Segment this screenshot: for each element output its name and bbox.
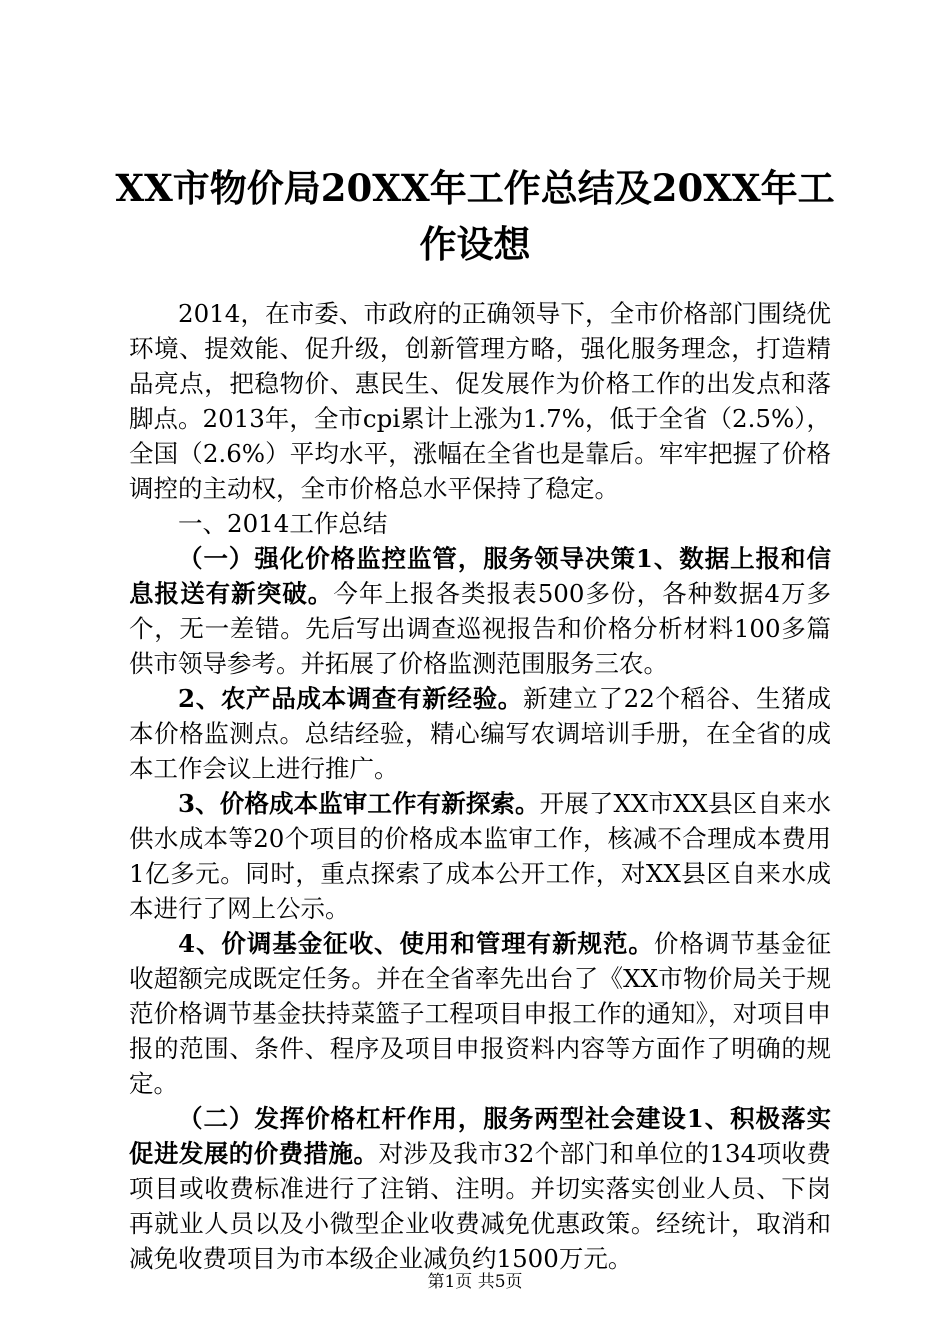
body-paragraph: [129, 1101, 831, 1276]
paragraph-lead: 4、价调基金征收、使用和管理有新规范。: [178, 929, 654, 958]
paragraph-lead: （二）发挥价格杠杆作用，服务两型社会建设1、积极落实促进发展的价费措施。: [129, 1104, 831, 1168]
body-paragraph: [129, 786, 831, 926]
body-paragraph: [129, 681, 831, 786]
paragraph-lead: （一）强化价格监控监管，服务领导决策1、数据上报和信息报送有新突破。: [129, 544, 831, 608]
intro-paragraph: 2014，在市委、市政府的正确领导下，全市价格部门围绕优环境、提效能、促升级，创新管理方略，强化服务理念，打造精品亮点，把稳物价、惠民生、促发展作为价格工作的出发点和落脚点。2013年，全市cpi累计上涨为1.7%，低于全省（2.5%），全国（2.6%）平均水平，涨幅在全省也是靠后。牢牢把握了价格调控的主动权，全市价格总水平保持了稳定。: [129, 299, 831, 503]
page-number-footer: 第1页 共5页: [427, 1272, 523, 1292]
paragraph-text: 新建立了22个稻谷、生猪成本价格监测点。总结经验，精心编写农调培训手册，在全省的成本工作会议上进行推广。: [129, 684, 831, 783]
body-paragraph: [129, 541, 831, 681]
document-body: [129, 296, 831, 1276]
document-title: XX市物价局20XX年工作总结及20XX年工作设想: [115, 166, 835, 266]
paragraph-text: 价格调节基金征收超额完成既定任务。并在全省率先出台了《XX市物价局关于规范价格调节基金扶持菜篮子工程项目申报工作的通知》，对项目申报的范围、条件、程序及项目申报资料内容等方面作了明确的规定。: [129, 929, 832, 1098]
body-paragraph: [129, 926, 831, 1101]
paragraph-text: 对涉及我市32个部门和单位的134项收费项目或收费标准进行了注销、注明。并切实落实创业人员、下岗再就业人员以及小微型企业收费减免优惠政策。经统计，取消和减免收费项目为市本级企业减负约1500万元。: [129, 1139, 832, 1273]
paragraph-text: 今年上报各类报表500多份，各种数据4万多个，无一差错。先后写出调查巡视报告和价格分析材料100多篇供市领导参考。并拓展了价格监测范围服务三农。: [129, 579, 831, 678]
paragraph-lead: 3、价格成本监审工作有新探索。: [178, 789, 540, 818]
paragraph-lead: 2、农产品成本调查有新经验。: [178, 684, 523, 713]
paragraph-text: 开展了XX市XX县区自来水供水成本等20个项目的价格成本监审工作，核减不合理成本费用1亿多元。同时，重点探索了成本公开工作，对XX县区自来水成本进行了网上公示。: [129, 789, 831, 923]
section-heading: 一、2014工作总结: [178, 509, 388, 538]
